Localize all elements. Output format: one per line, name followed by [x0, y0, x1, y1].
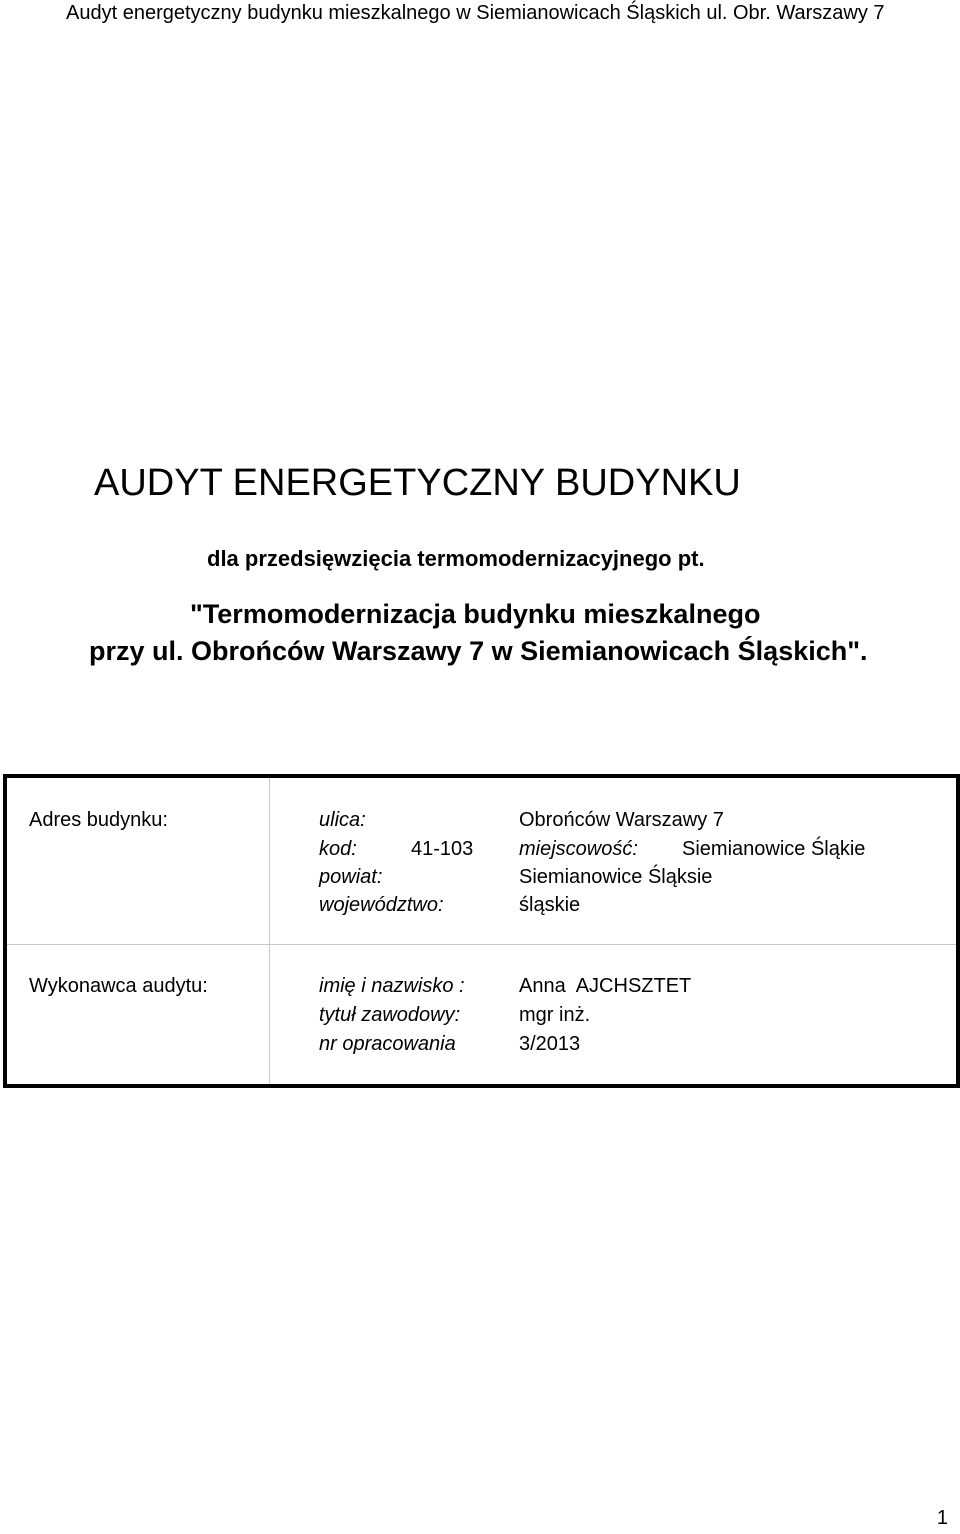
column-divider: [269, 778, 270, 1084]
running-header: Audyt energetyczny budynku mieszkalnego w Siemianowicach Śląskich ul. Obr. Warszawy 7: [66, 2, 885, 24]
voivodeship-value: śląskie: [519, 894, 581, 916]
postal-code-value: 41-103: [411, 838, 474, 860]
county-value: Siemianowice Śląksie: [519, 866, 713, 888]
county-label: powiat:: [319, 866, 383, 888]
street-label: ulica:: [319, 809, 366, 831]
auditor-title-label: tytuł zawodowy:: [319, 1004, 461, 1026]
auditor-name-value: Anna AJCHSZTET: [519, 975, 692, 997]
document-title: AUDYT ENERGETYCZNY BUDYNKU: [94, 462, 741, 504]
voivodeship-label: województwo:: [319, 894, 444, 916]
info-table: [3, 774, 960, 1088]
document-subtitle: dla przedsięwzięcia termomodernizacyjnego pt.: [207, 546, 705, 571]
street-value: Obrońców Warszawy 7: [519, 809, 724, 831]
page-number: 1: [936, 1507, 948, 1529]
report-number-value: 3/2013: [519, 1033, 581, 1055]
address-section-label: Adres budynku:: [29, 809, 168, 831]
project-name-line-1: "Termomodernizacja budynku mieszkalnego: [190, 599, 761, 629]
row-divider: [7, 944, 956, 945]
auditor-name-label: imię i nazwisko :: [319, 975, 465, 997]
project-name-line-2: przy ul. Obrońców Warszawy 7 w Siemianowicach Śląskich".: [89, 636, 868, 666]
auditor-title-value: mgr inż.: [519, 1004, 591, 1026]
postal-code-label: kod:: [319, 838, 357, 860]
report-number-label: nr opracowania: [319, 1033, 456, 1055]
city-label: miejscowość:: [519, 838, 638, 860]
city-value: Siemianowice Śląkie: [682, 838, 866, 860]
auditor-section-label: Wykonawca audytu:: [29, 975, 208, 997]
